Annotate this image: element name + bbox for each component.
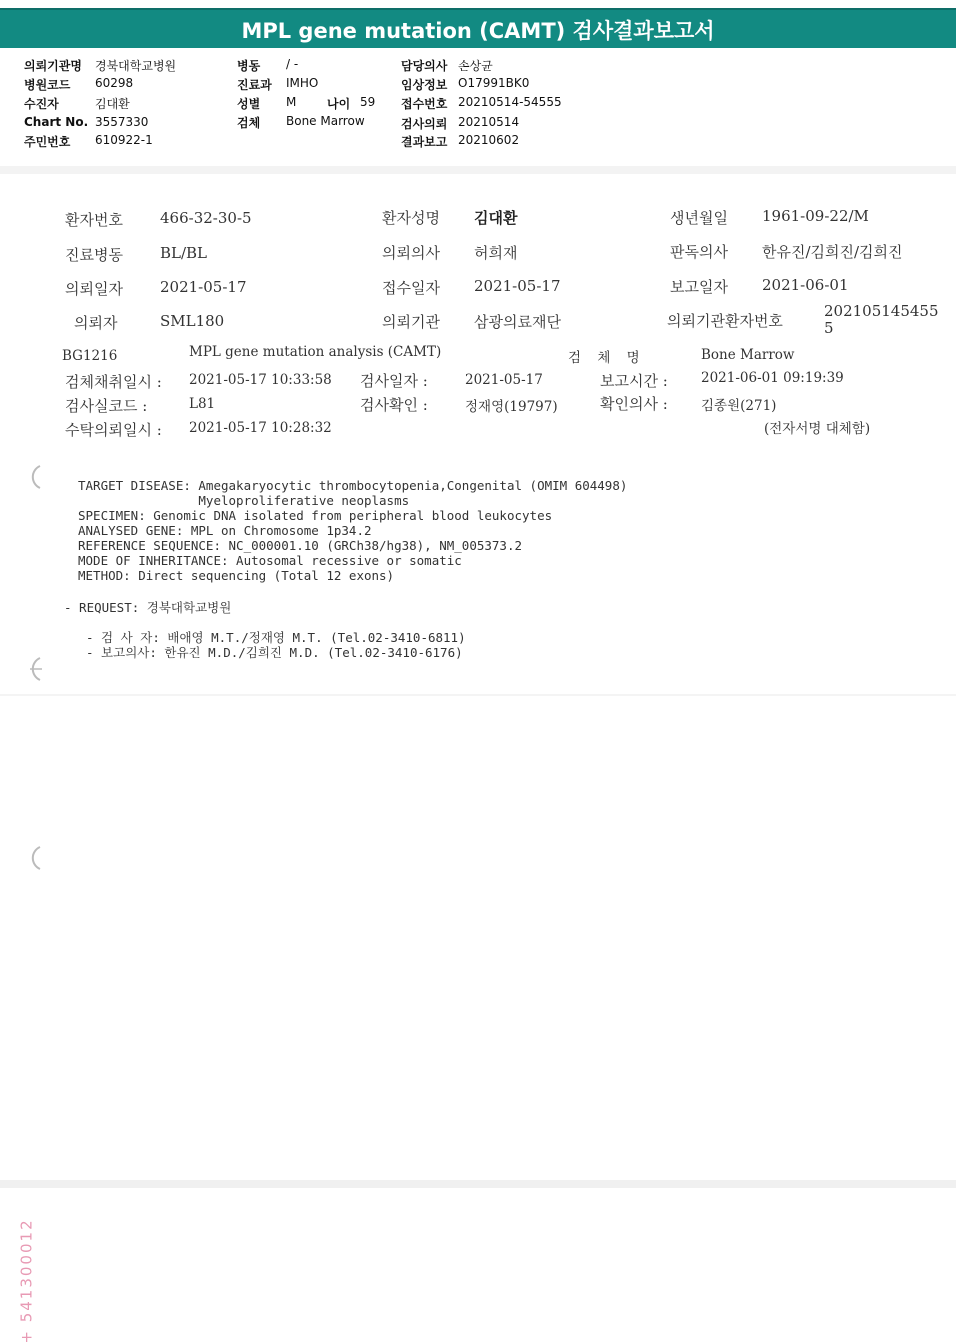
header-label: 병원코드 xyxy=(24,78,71,92)
header-label: 접수번호 xyxy=(401,97,448,111)
header-value: IMHO xyxy=(286,76,319,90)
side-barcode-number: + 541300012 xyxy=(17,1218,36,1344)
signature-note: (전자서명 대체함) xyxy=(764,421,871,437)
report-body xyxy=(78,478,627,583)
requester-label: 의뢰자 xyxy=(74,314,118,332)
specimen-label: 검 체 명 xyxy=(568,350,646,366)
header-value: 3557330 xyxy=(95,115,149,129)
test-name: MPL gene mutation analysis (CAMT) xyxy=(189,344,442,360)
requester-value: SML180 xyxy=(160,312,225,330)
header-info xyxy=(0,48,956,167)
header-value: O17991BK0 xyxy=(458,76,530,90)
test-code: BG1216 xyxy=(62,348,118,364)
request-line: - REQUEST: 경북대학교병원 xyxy=(64,600,232,615)
ordering-doctor-value: 허희재 xyxy=(474,244,518,262)
header-label: 임상정보 xyxy=(401,78,448,92)
section-divider xyxy=(0,166,956,174)
body-line: SPECIMEN: Genomic DNA isolated from peripheral blood leukocytes xyxy=(78,508,553,523)
punch-hole-icon xyxy=(26,656,42,682)
request-date-label: 의뢰일자 xyxy=(65,280,123,298)
birthdate-label: 생년월일 xyxy=(670,209,728,227)
header-label: 진료과 xyxy=(237,78,272,92)
header-value: 경북대학교병원 xyxy=(95,59,177,73)
request-date-value: 2021-05-17 xyxy=(160,278,247,296)
report-date-label: 보고일자 xyxy=(670,278,728,296)
consign-value: 2021-05-17 10:28:32 xyxy=(189,420,332,436)
report-title-bar xyxy=(0,8,956,48)
ward-label: 진료병동 xyxy=(65,246,123,264)
patient-number-value: 466-32-30-5 xyxy=(160,209,252,227)
lab-code-label: 검사실코드 : xyxy=(65,397,148,415)
header-label: 수진자 xyxy=(24,97,59,111)
patient-number-label: 환자번호 xyxy=(65,211,123,229)
header-value: 20210514 xyxy=(458,115,520,129)
birthdate-value: 1961-09-22/M xyxy=(762,207,869,225)
header-label: 검체 xyxy=(237,116,261,130)
collect-label: 검체채취일시 : xyxy=(65,373,162,391)
header-label: 나이 xyxy=(327,97,351,111)
test-confirm-label: 검사확인 : xyxy=(360,396,428,414)
lab-code-value: L81 xyxy=(189,396,216,412)
header-value: 60298 xyxy=(95,76,134,90)
body-line: Myeloproliferative neoplasms xyxy=(78,493,410,508)
header-value: 20210514-54555 xyxy=(458,95,562,109)
header-label: Chart No. xyxy=(24,115,89,129)
reading-doctor-label: 판독의사 xyxy=(670,243,728,261)
header-label: 담당의사 xyxy=(401,59,448,73)
ward-value: BL/BL xyxy=(160,244,208,262)
examiner-line: - 검 사 자: 배애영 M.T./정재영 M.T. (Tel.02-3410-6811) xyxy=(86,630,466,645)
header-value: / - xyxy=(286,57,299,71)
receipt-date-label: 접수일자 xyxy=(382,279,440,297)
body-line: METHOD: Direct sequencing (Total 12 exons) xyxy=(78,568,395,583)
body-line: TARGET DISEASE: Amegakaryocytic thrombocytopenia,Congenital (OMIM 604498) xyxy=(78,478,628,493)
punch-hole-icon xyxy=(26,464,42,490)
header-label: 의뢰기관명 xyxy=(24,59,82,73)
report-title: MPL gene mutation (CAMT) 검사결과보고서 xyxy=(241,19,715,43)
reporter-line: - 보고의사: 한유진 M.D./김희진 M.D. (Tel.02-3410-6176) xyxy=(86,645,463,660)
header-value: 59 xyxy=(360,95,376,109)
body-line: MODE OF INHERITANCE: Autosomal recessive or somatic xyxy=(78,553,462,568)
header-label: 결과보고 xyxy=(401,135,448,149)
header-value: 손상균 xyxy=(458,59,493,73)
requesting-institution-label: 의뢰기관 xyxy=(382,313,440,331)
header-value: 김대환 xyxy=(95,97,130,111)
requesting-institution-value: 삼광의료재단 xyxy=(474,313,561,331)
header-value: 610922-1 xyxy=(95,133,153,147)
report-date-value: 2021-06-01 xyxy=(762,276,849,294)
scanned-report xyxy=(0,174,956,1344)
test-date-value: 2021-05-17 xyxy=(465,372,543,388)
patient-name-label: 환자성명 xyxy=(382,209,440,227)
header-label: 병동 xyxy=(237,59,261,73)
body-line: REFERENCE SEQUENCE: NC_000001.10 (GRCh38/hg38), NM_005373.2 xyxy=(78,538,523,553)
reading-doctor-value: 한유진/김희진/김희진 xyxy=(762,243,903,261)
confirm-doctor-label: 확인의사 : xyxy=(600,395,668,413)
collect-value: 2021-05-17 10:33:58 xyxy=(189,372,332,388)
test-confirm-value: 정재영(19797) xyxy=(465,399,558,415)
body-line: ANALYSED GENE: MPL on Chromosome 1p34.2 xyxy=(78,523,372,538)
consign-label: 수탁의뢰일시 : xyxy=(65,421,162,439)
header-value: 20210602 xyxy=(458,133,520,147)
receipt-date-value: 2021-05-17 xyxy=(474,277,561,295)
header-value: Bone Marrow xyxy=(286,114,365,128)
specimen-value: Bone Marrow xyxy=(701,347,795,363)
institution-patient-number-value: 202105145455 xyxy=(824,302,939,320)
institution-patient-number-suffix: 5 xyxy=(824,319,834,337)
test-date-label: 검사일자 : xyxy=(360,372,428,390)
header-label: 검사의뢰 xyxy=(401,117,448,131)
header-value: M xyxy=(286,95,297,109)
report-time-value: 2021-06-01 09:19:39 xyxy=(701,370,844,386)
report-time-label: 보고시간 : xyxy=(600,372,668,390)
patient-name-value: 김대환 xyxy=(474,209,518,227)
page-break xyxy=(0,694,956,696)
punch-hole-icon xyxy=(26,845,42,871)
bottom-edge xyxy=(0,1180,956,1188)
header-label: 성별 xyxy=(237,97,261,111)
confirm-doctor-value: 김종원(271) xyxy=(701,398,777,414)
header-label: 주민번호 xyxy=(24,135,71,149)
ordering-doctor-label: 의뢰의사 xyxy=(382,244,440,262)
institution-patient-number-label: 의뢰기관환자번호 xyxy=(667,312,783,330)
